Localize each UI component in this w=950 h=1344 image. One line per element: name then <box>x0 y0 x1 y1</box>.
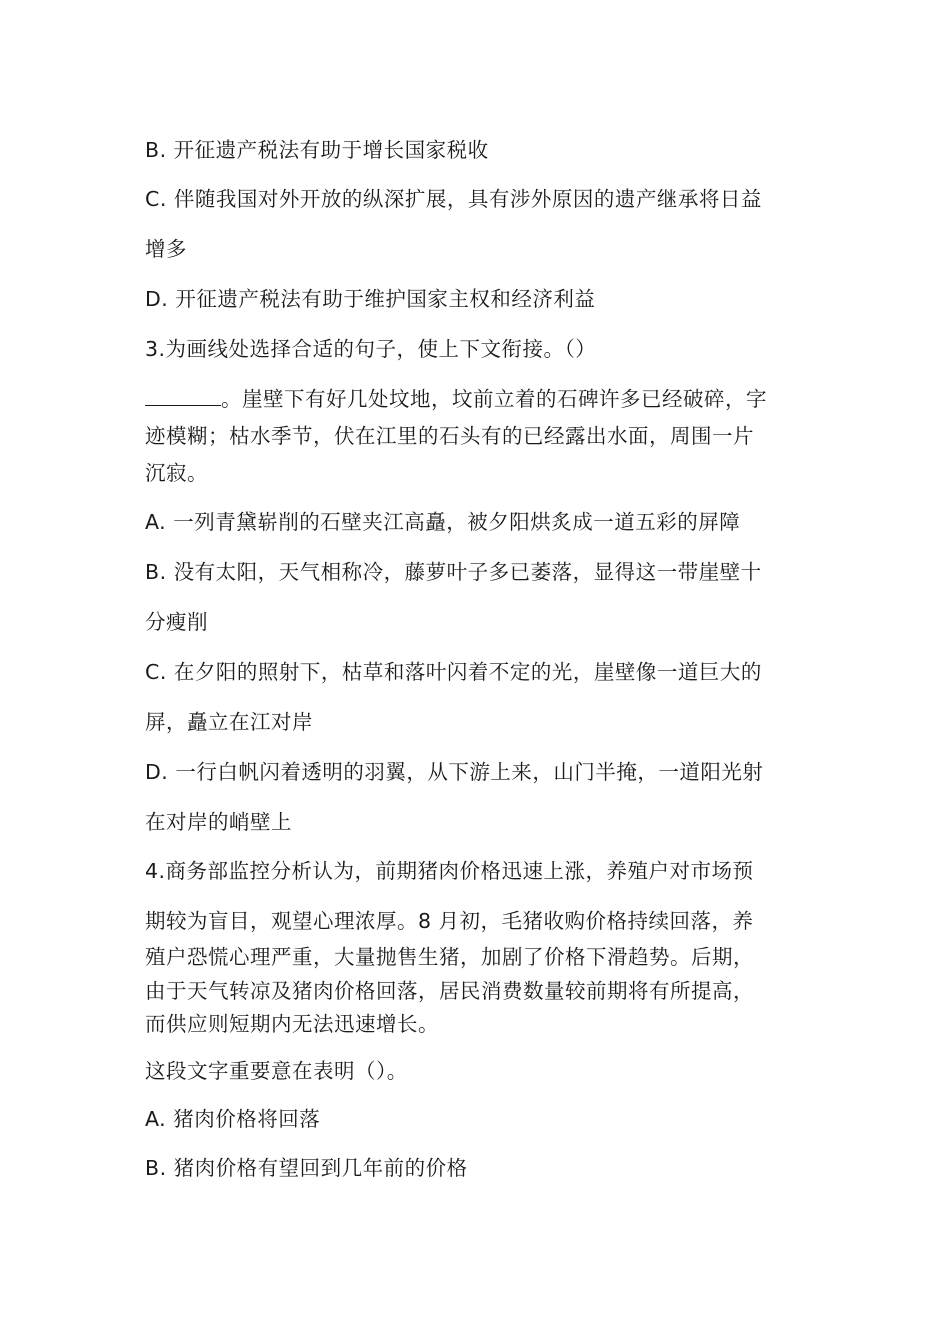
q3-passage-text: 。崖壁下有好几处坟地，坟前立着的石碑许多已经破碎，字 <box>221 387 767 411</box>
q3-option-d-line2: 在对岸的峭壁上 <box>145 810 292 834</box>
q4-stem-line5: 而供应则短期内无法迅速增长。 <box>145 1012 439 1036</box>
q4-question: 这段文字重要意在表明（）。 <box>145 1059 408 1083</box>
q2-option-c-line1: C. 伴随我国对外开放的纵深扩展，具有涉外原因的遗产继承将日益 <box>145 187 762 211</box>
q3-option-c-line1: C. 在夕阳的照射下，枯草和落叶闪着不定的光，崖壁像一道巨大的 <box>145 660 762 684</box>
q3-passage-line3: 沉寂。 <box>145 461 208 485</box>
q3-option-a: A. 一列青黛崭削的石壁夹江高矗，被夕阳烘炙成一道五彩的屏障 <box>145 510 741 534</box>
q3-option-b-line1: B. 没有太阳，天气相称冷，藤萝叶子多已萎落，显得这一带崖壁十 <box>145 560 762 584</box>
q3-option-d-line1: D. 一行白帆闪着透明的羽翼，从下游上来，山门半掩，一道阳光射 <box>145 760 764 784</box>
q3-stem: 3.为画线处选择合适的句子，使上下文衔接。（） <box>145 337 597 361</box>
fill-in-blank <box>145 391 221 406</box>
q3-option-b-line2: 分瘦削 <box>145 610 208 634</box>
q4-option-a: A. 猪肉价格将回落 <box>145 1107 321 1131</box>
q2-option-d: D. 开征遗产税法有助于维护国家主权和经济利益 <box>145 287 596 311</box>
q4-stem-line1: 4.商务部监控分析认为，前期猪肉价格迅速上涨，养殖户对市场预 <box>145 859 754 883</box>
q3-option-c-line2: 屏，矗立在江对岸 <box>145 710 313 734</box>
q3-passage-line1 <box>145 389 767 410</box>
q3-passage-line2: 迹模糊；枯水季节，伏在江里的石头有的已经露出水面，周围一片 <box>145 424 754 448</box>
q4-option-b: B. 猪肉价格有望回到几年前的价格 <box>145 1156 468 1180</box>
q2-option-c-line2: 增多 <box>145 237 187 261</box>
q4-stem-line2: 期较为盲目，观望心理浓厚。8 月初，毛猪收购价格持续回落，养 <box>145 909 754 933</box>
q2-option-b: B. 开征遗产税法有助于增长国家税收 <box>145 138 489 162</box>
q4-stem-line3: 殖户恐慌心理严重，大量抛售生猪，加剧了价格下滑趋势。后期， <box>145 945 754 969</box>
q4-stem-line4: 由于天气转凉及猪肉价格回落，居民消费数量较前期将有所提高， <box>145 979 754 1003</box>
